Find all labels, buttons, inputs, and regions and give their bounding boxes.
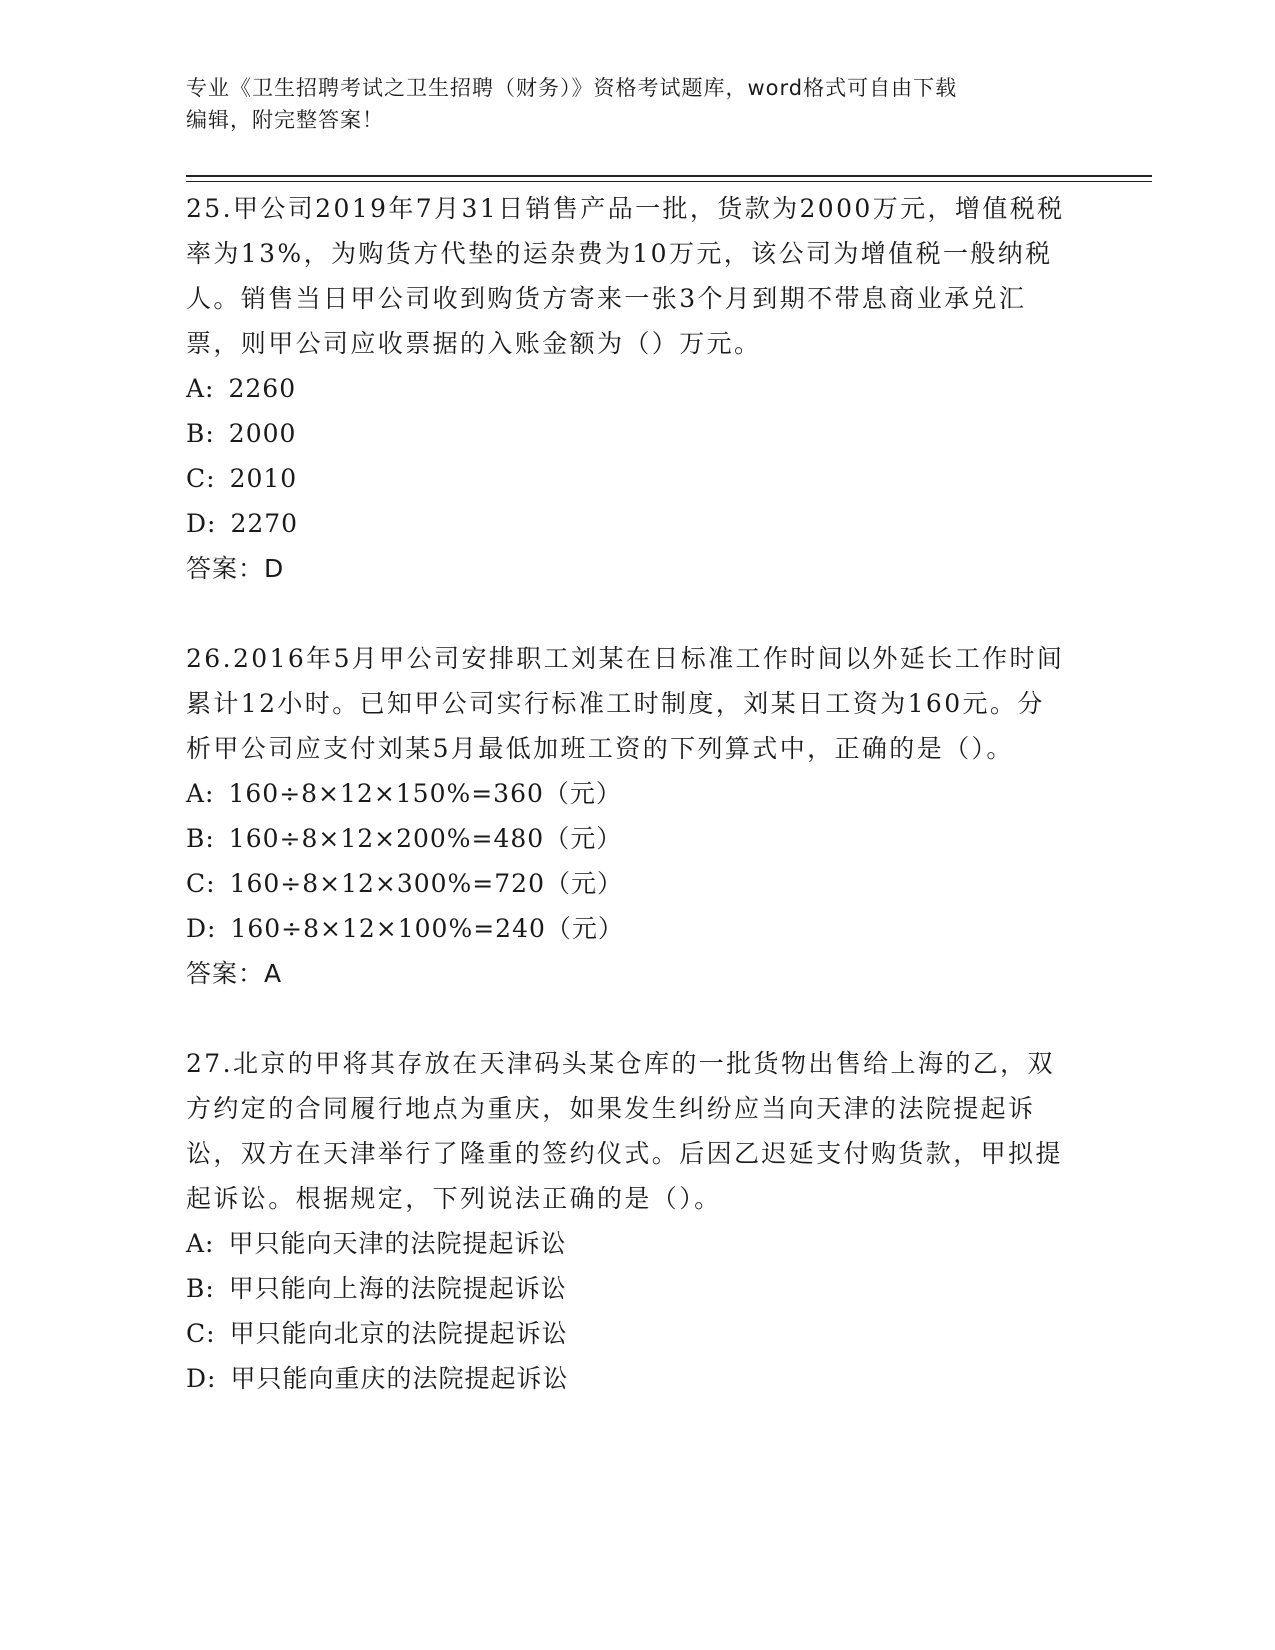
option-letter: A: bbox=[186, 779, 215, 808]
option-letter: D: bbox=[186, 1364, 217, 1393]
answer-line: 答案：D bbox=[186, 554, 285, 583]
option-text: 2010 bbox=[229, 464, 298, 493]
option-a bbox=[186, 1221, 1086, 1266]
option-a bbox=[186, 771, 1086, 816]
question-list bbox=[186, 186, 1086, 1446]
option-letter: B: bbox=[186, 824, 215, 853]
option-letter: D: bbox=[186, 509, 217, 538]
answer-line: 答案：A bbox=[186, 959, 283, 988]
option-text: 甲只能向北京的法院提起诉讼 bbox=[229, 1319, 568, 1348]
option-letter: C: bbox=[186, 464, 216, 493]
option-b bbox=[186, 411, 1086, 456]
question-25 bbox=[186, 186, 1086, 591]
option-letter: D: bbox=[186, 914, 217, 943]
option-text: 2260 bbox=[228, 374, 297, 403]
question-stem: 27.北京的甲将其存放在天津码头某仓库的一批货物出售给上海的乙，双方约定的合同履行地点为重庆，如果发生纠纷应当向天津的法院提起诉讼，双方在天津举行了隆重的签约仪式。后因乙迟延支付购货款，甲拟提起诉讼。根据规定，下列说法正确的是（）。 bbox=[186, 1049, 1063, 1213]
question-27 bbox=[186, 1041, 1086, 1401]
option-c bbox=[186, 456, 1086, 501]
option-text: 甲只能向重庆的法院提起诉讼 bbox=[230, 1364, 569, 1393]
option-letter: A: bbox=[186, 1229, 215, 1258]
option-text: 160÷8×12×300%=720（元） bbox=[229, 869, 623, 898]
question-stem: 26.2016年5月甲公司安排职工刘某在日标准工作时间以外延长工作时间累计12小时。已知甲公司实行标准工时制度，刘某日工资为160元。分析甲公司应支付刘某5月最低加班工资的下列算式中，正确的是（）。 bbox=[186, 644, 1065, 763]
option-c bbox=[186, 861, 1086, 906]
option-b bbox=[186, 1266, 1086, 1311]
option-d bbox=[186, 1356, 1086, 1401]
option-letter: B: bbox=[186, 419, 215, 448]
question-26 bbox=[186, 636, 1086, 996]
header-divider-thick bbox=[186, 175, 1152, 177]
option-text: 甲只能向天津的法院提起诉讼 bbox=[228, 1229, 567, 1258]
option-text: 2270 bbox=[230, 509, 299, 538]
option-text: 160÷8×12×100%=240（元） bbox=[230, 914, 624, 943]
option-letter: B: bbox=[186, 1274, 215, 1303]
option-text: 甲只能向上海的法院提起诉讼 bbox=[228, 1274, 567, 1303]
option-text: 160÷8×12×200%=480（元） bbox=[228, 824, 623, 853]
option-c bbox=[186, 1311, 1086, 1356]
option-text: 160÷8×12×150%=360（元） bbox=[228, 779, 622, 808]
option-a bbox=[186, 366, 1086, 411]
option-d bbox=[186, 906, 1086, 951]
option-d bbox=[186, 501, 1086, 546]
header-divider-thin bbox=[186, 181, 1152, 182]
header-line-1: 专业《卫生招聘考试之卫生招聘（财务）》资格考试题库，word格式可自由下载 bbox=[186, 76, 958, 100]
option-text: 2000 bbox=[228, 419, 297, 448]
page-header bbox=[186, 72, 1066, 136]
option-letter: C: bbox=[186, 869, 216, 898]
option-b bbox=[186, 816, 1086, 861]
option-letter: A: bbox=[186, 374, 215, 403]
question-stem: 25.甲公司2019年7月31日销售产品一批，货款为2000万元，增值税税率为13%，为购货方代垫的运杂费为10万元，该公司为增值税一般纳税人。销售当日甲公司收到购货方寄来一张3个月到期不带息商业承兑汇票，则甲公司应收票据的入账金额为（）万元。 bbox=[186, 194, 1065, 358]
option-letter: C: bbox=[186, 1319, 216, 1348]
header-line-2: 编辑，附完整答案！ bbox=[186, 108, 384, 132]
